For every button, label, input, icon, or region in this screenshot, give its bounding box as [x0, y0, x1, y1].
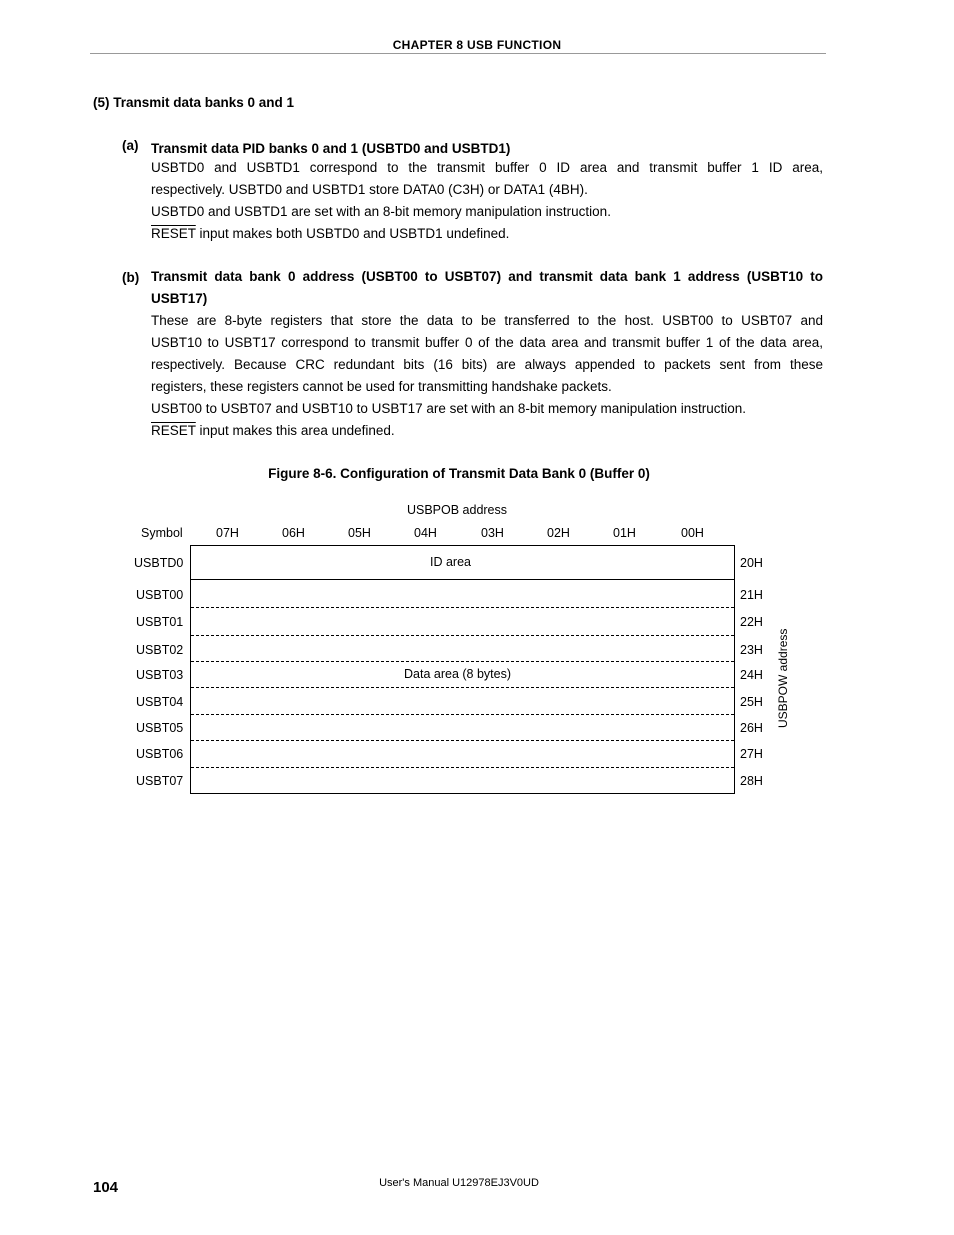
reset-text: input makes both USBTD0 and USBTD1 undefined. — [195, 226, 510, 241]
body-line: These are 8-byte registers that store the data to be transferred to the host. USBT00 to USBT07 and — [151, 313, 823, 328]
subsection-a-tag: (a) — [122, 138, 139, 153]
row-divider — [191, 714, 734, 715]
row-symbol: USBT05 — [136, 721, 184, 735]
subsection-a-body — [151, 157, 823, 245]
column-header: 07H — [216, 526, 239, 540]
subsection-b-body — [151, 310, 823, 442]
column-header: 04H — [414, 526, 437, 540]
body-line: USBT10 to USBT17 correspond to transmit buffer 0 of the data area and transmit buffer 1 of the data area, — [151, 335, 823, 350]
section-title: (5) Transmit data banks 0 and 1 — [93, 95, 295, 110]
reset-text: input makes this area undefined. — [195, 423, 395, 438]
data-area-label: Data area (8 bytes) — [404, 667, 511, 681]
subsection-b-tag: (b) — [122, 270, 140, 285]
row-divider — [191, 767, 734, 768]
id-area-divider — [190, 579, 735, 580]
row-symbol: USBT00 — [136, 588, 184, 602]
usbpow-address-label: USBPOW address — [776, 628, 790, 728]
column-header: 03H — [481, 526, 504, 540]
body-line: registers, these registers cannot be used for transmitting handshake packets. — [151, 379, 612, 394]
body-line: respectively. Because CRC redundant bits (16 bits) are always appended to packets sent from these — [151, 357, 823, 372]
row-address: 20H — [740, 556, 763, 570]
row-symbol: USBTD0 — [134, 556, 184, 570]
reset-line — [151, 420, 823, 442]
page-number: 104 — [93, 1179, 119, 1196]
row-address: 24H — [740, 668, 763, 682]
row-symbol: USBT06 — [136, 747, 184, 761]
chapter-header: CHAPTER 8 USB FUNCTION — [392, 38, 562, 52]
row-address: 26H — [740, 721, 763, 735]
row-symbol: USBT03 — [136, 668, 184, 682]
row-symbol: USBT02 — [136, 643, 184, 657]
row-divider — [191, 607, 734, 608]
row-address: 21H — [740, 588, 763, 602]
column-header: 05H — [348, 526, 371, 540]
row-symbol: USBT01 — [136, 615, 184, 629]
row-symbol: USBT04 — [136, 695, 184, 709]
row-address: 25H — [740, 695, 763, 709]
row-divider — [191, 740, 734, 741]
id-area-label: ID area — [430, 555, 471, 569]
subsection-b-title: Transmit data bank 0 address (USBT00 to USBT07) and transmit data bank 1 address (USBT10 to USBT17) — [151, 269, 823, 306]
usbpob-address-label: USBPOB address — [406, 503, 508, 517]
subsection-a-title: Transmit data PID banks 0 and 1 (USBTD0 and USBTD1) — [151, 141, 511, 156]
manual-id: User's Manual U12978EJ3V0UD — [379, 1177, 539, 1189]
row-address: 22H — [740, 615, 763, 629]
row-divider — [191, 661, 734, 662]
row-divider — [191, 635, 734, 636]
column-header: 01H — [613, 526, 636, 540]
reset-signal: RESET — [151, 423, 196, 438]
column-header: 06H — [282, 526, 305, 540]
body-line: respectively. USBTD0 and USBTD1 store DATA0 (C3H) or DATA1 (4BH). — [151, 182, 588, 197]
row-symbol: USBT07 — [136, 774, 184, 788]
reset-signal: RESET — [151, 226, 196, 241]
body-line: USBTD0 and USBTD1 are set with an 8-bit memory manipulation instruction. — [151, 204, 611, 219]
symbol-label: Symbol — [141, 526, 183, 540]
row-divider — [191, 687, 734, 688]
row-address: 23H — [740, 643, 763, 657]
column-header: 02H — [547, 526, 570, 540]
body-line: USBTD0 and USBTD1 correspond to the transmit buffer 0 ID area and transmit buffer 1 ID area, — [151, 160, 823, 175]
header-rule — [90, 53, 826, 54]
row-address: 28H — [740, 774, 763, 788]
body-line: USBT00 to USBT07 and USBT10 to USBT17 are set with an 8-bit memory manipulation instruction. — [151, 401, 747, 416]
row-address: 27H — [740, 747, 763, 761]
figure-title: Figure 8-6. Configuration of Transmit Data Bank 0 (Buffer 0) — [268, 466, 650, 481]
column-header: 00H — [681, 526, 704, 540]
reset-line — [151, 223, 823, 245]
